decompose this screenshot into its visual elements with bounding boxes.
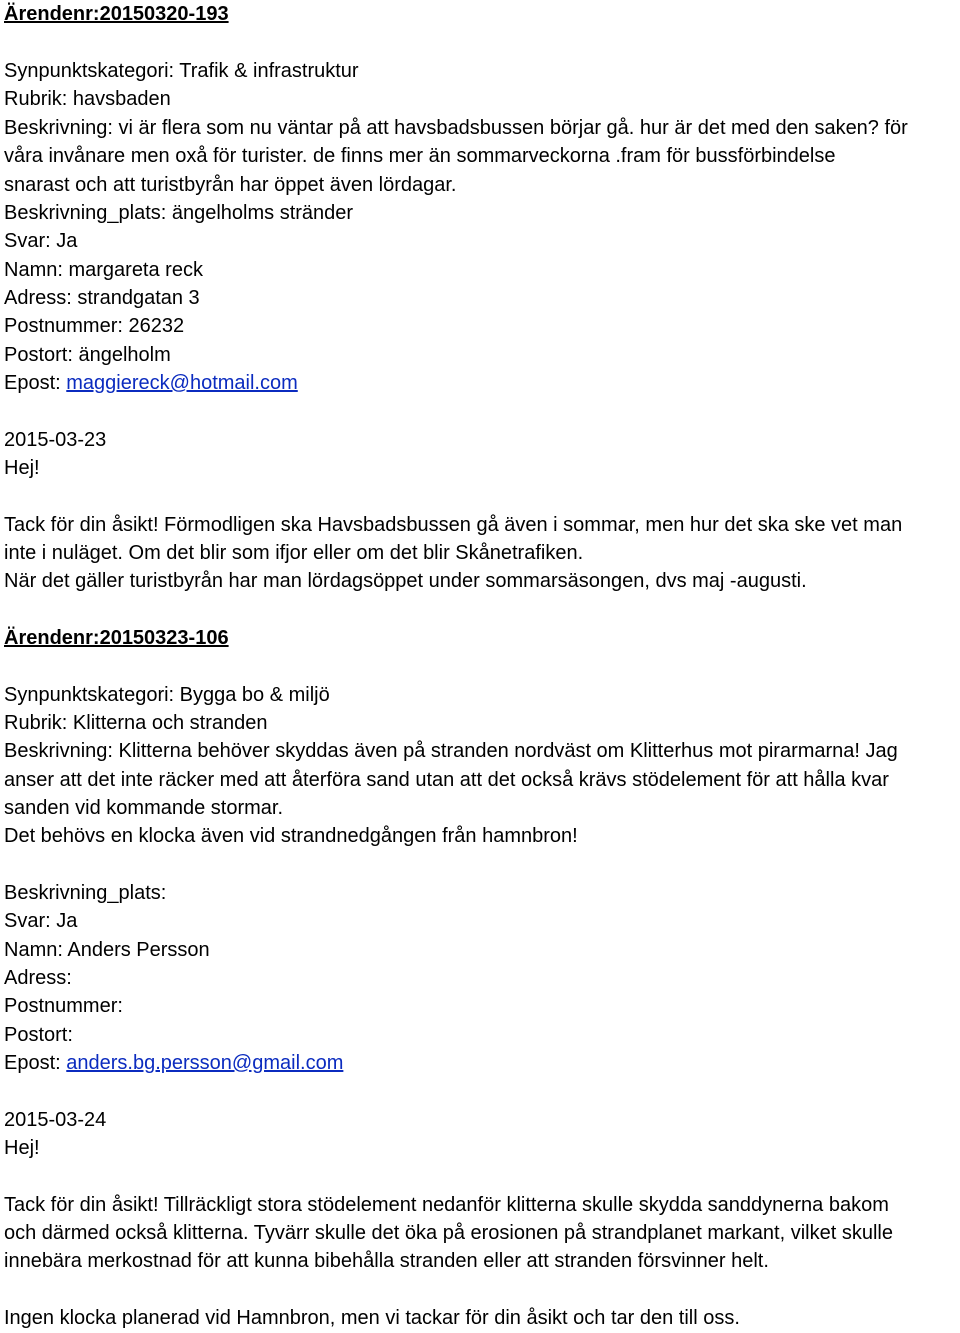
reply-text-line: och därmed också klitterna. Tyvärr skulle det öka på erosionen på strandplanet markant, vilket skulle — [4, 1222, 893, 1244]
case-number-heading: Ärendenr:20150320-193 — [4, 3, 229, 25]
name-line: Namn: Anders Persson — [4, 939, 210, 961]
reply-greeting: Hej! — [4, 1137, 40, 1159]
subject-line: Rubrik: Klitterna och stranden — [4, 712, 268, 734]
description-line: Beskrivning: Klitterna behöver skyddas även på stranden nordväst om Klitterhus mot pirarmarna! Jag — [4, 740, 898, 762]
postal-code-line: Postnummer: 26232 — [4, 315, 185, 337]
reply-date: 2015-03-23 — [4, 429, 107, 451]
email-link[interactable]: maggiereck@hotmail.com — [66, 372, 298, 394]
subject-line: Rubrik: havsbaden — [4, 88, 171, 110]
reply-greeting: Hej! — [4, 457, 40, 479]
email-label: Epost: — [4, 372, 67, 394]
case-number-heading: Ärendenr:20150323-106 — [4, 627, 229, 649]
address-line: Adress: strandgatan 3 — [4, 287, 200, 309]
description-line: snarast och att turistbyrån har öppet även lördagar. — [4, 174, 457, 196]
city-line: Postort: ängelholm — [4, 344, 171, 366]
reply-date: 2015-03-24 — [4, 1109, 107, 1131]
location-line: Beskrivning_plats: — [4, 882, 167, 904]
email-link[interactable]: anders.bg.persson@gmail.com — [66, 1052, 344, 1074]
address-line: Adress: — [4, 967, 72, 989]
postal-code-line: Postnummer: — [4, 995, 123, 1017]
description-line: anser att det inte räcker med att återföra sand utan att det också krävs stödelement för att hålla kvar — [4, 769, 889, 791]
category-line: Synpunktskategori: Trafik & infrastruktur — [4, 60, 359, 82]
answer-flag-line: Svar: Ja — [4, 910, 78, 932]
answer-flag-line: Svar: Ja — [4, 230, 78, 252]
description-line: våra invånare men oxå för turister. de finns mer än sommarveckorna .fram för bussförbindelse — [4, 145, 836, 167]
reply-text-line: När det gäller turistbyrån har man lördagsöppet under sommarsäsongen, dvs maj -augusti. — [4, 570, 807, 592]
email-line — [4, 1049, 343, 1077]
location-line: Beskrivning_plats: ängelholms stränder — [4, 202, 354, 224]
closing-line: Ingen klocka planerad vid Hamnbron, men vi tackar för din åsikt och tar den till oss. — [4, 1307, 740, 1329]
category-line: Synpunktskategori: Bygga bo & miljö — [4, 684, 330, 706]
reply-text-line: Tack för din åsikt! Förmodligen ska Havsbadsbussen gå även i sommar, men hur det ska ske vet man — [4, 514, 903, 536]
city-line: Postort: — [4, 1024, 73, 1046]
email-label: Epost: — [4, 1052, 67, 1074]
reply-text-line: Tack för din åsikt! Tillräckligt stora stödelement nedanför klitterna skulle skydda sanddynerna bakom — [4, 1194, 889, 1216]
description-line: sanden vid kommande stormar. — [4, 797, 284, 819]
reply-text-line: inte i nuläget. Om det blir som ifjor eller om det blir Skånetrafiken. — [4, 542, 584, 564]
name-line: Namn: margareta reck — [4, 259, 203, 281]
description-line: Beskrivning: vi är flera som nu väntar på att havsbadsbussen börjar gå. hur är det med den saken? för — [4, 117, 908, 139]
reply-text-line: innebära merkostnad för att kunna bibehålla stranden eller att stranden försvinner helt. — [4, 1250, 769, 1272]
description-line: Det behövs en klocka även vid strandnedgången från hamnbron! — [4, 825, 578, 847]
email-line — [4, 369, 298, 397]
